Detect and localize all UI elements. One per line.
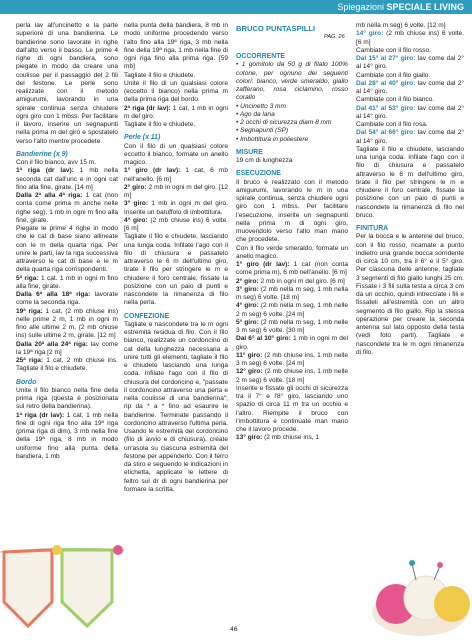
paragraph: Il bruco è realizzato con il metodo amigurumi, lavorando le m in una spirale continua, senza chiudere ogni giro con 1 mbss. Per facilitare l'esecuzione, inserite un segnapunti nella prima m di ogni giro, muovendolo verso l'alto man mano che procedete.: [236, 178, 348, 244]
paragraph: Tagliate il filo e chiudete.: [124, 71, 196, 79]
row-label: 4° giro:: [236, 302, 259, 310]
materials-item: • Imbottitura in poliestere: [236, 135, 309, 143]
paragraph: Per la bocca e le antenne del bruco, con il filo rosso, ricamate a punto indietro una grande bocca sorridente di circa 10 cm, tra il 6° e il 5° giro. Per ciascuna delle antenne, tagliate 3 segmenti di filo giallo lunghi 25 cm. Fissate i 3 fili sulla testa a circa 3 cm da un occhio, quindi intrecciate i fili e fissateli all'estremità con un altro segmento di filo giallo. Rip la stessa operazione per creare la seconda antenna sul lato opposto della testa (vedi foto parti). Tagliate e nascondete tra le m ogni rimanenza di filo.: [356, 233, 464, 356]
paragraph: Con il filo di un qualsiasi colore eccetto il bianco, formate un anello magico.: [124, 142, 228, 166]
row-label: 3° giro:: [124, 200, 149, 208]
instruction: 2° giro: 2 mb in ogni m del giro. [6 m]: [236, 277, 345, 285]
row-label: 14° giro:: [356, 30, 384, 38]
row-label: 3° giro:: [236, 285, 259, 293]
instruction: 5ª riga: 1 cat. 1 mb in ogni m fino alla fine, girate.: [16, 274, 118, 290]
row-label: Dalla 2ª alla 4ª riga:: [16, 192, 83, 199]
row-label: 5ª riga:: [16, 274, 39, 282]
row-label: Dal 28° al 40° giro:: [356, 79, 416, 87]
row-label: Dal 54° al 66° giro:: [356, 129, 416, 137]
instruction: 5° giro: (2 mb nella m seg, 1 mb nelle 3 m seg) 6 volte. [30 m]: [236, 318, 348, 334]
row-label: 25ª riga:: [16, 357, 44, 364]
instruction: Dal 54° al 66° giro: lav come dal 2° al 14° giro.: [356, 129, 464, 145]
caterpillar-photo: [356, 480, 472, 640]
row-label: 2ª riga (dr lav):: [124, 104, 171, 112]
paragraph: Tagliate e nascondete tra le m ogni estremità residua di filo. Con il filo bianco, realizzate un cordoncino di cat della lunghezza necessaria a unire tutti gli elementi, tagliate il filo e chiudete lasciando una lunga coda. Infilate l'ago con il filo di chiusura del cordoncino e, "passate il cordoncino attraverso una perla e nella coulisse di una bandierina"; rip da * a * fino ad esaurire le bandierine. Terminate passando il cordoncino attraverso l'ultima perla. Usando le estremità del cordoncino (filo di avvio e di chiusura), create un'asola su ciascuna estremità del festone per appenderlo. Con il ferro da stiro e seguendo le indicazioni in etichetta, applicate le lettere di feltro sul dr di ogni bandierina per formare la scritta.: [124, 320, 228, 493]
materials-item: • Ago da lana: [236, 110, 275, 118]
materials-item: • 1 gomitolo da 50 g di filato 100% cotone, per ognuno dei seguenti colori: bianco, verde smeraldo, giallo zafferano, rosa ciclamino, rosso corallo: [236, 61, 348, 102]
bead-shape: [113, 545, 123, 555]
paragraph: Unite il filo bianco nella fine della prima riga (questa è posizionata sul retro della bandierina).: [16, 386, 118, 411]
paragraph: Piegate le prime 4 righe in modo che le cat di base siano allineate con le m della quarta riga. Per unire le parti, lav la riga successiva attraverso le cat di base e le m della quarta riga corrispondenti.: [16, 225, 118, 274]
instruction: 1° giro (dr lav): 1 cat, 6 mb nell'anello. [6 m]: [124, 167, 228, 183]
instruction: 25ª riga: 1 cat, 2 mb chiuse ins. Tagliate il filo e chiudete.: [16, 357, 118, 373]
row-label: 1ª riga (dr lav):: [16, 167, 74, 175]
header-section: Spiegazioni: [337, 2, 384, 12]
paragraph: Inserite e fissate gli occhi di sicurezza tra il 7° e l'8° giro, lasciando uno spazio di circa 11 m tra un occhio e l'altro. Riempite il bruco con l'imbottitura e continuate man mano che il lavoro procede.: [236, 384, 348, 433]
section-heading: Perle (x 11): [124, 134, 161, 142]
instruction: Dal 28° al 40° giro: lav come dal 2° al 14° giro.: [356, 79, 464, 95]
instruction: Dal 41° al 53° giro: lav come dal 2° al 14° giro.: [356, 104, 464, 120]
instruction: Dal 6° al 10° giro: 1 mb in ogni m del giro.: [236, 335, 348, 351]
paragraph: Con il filo verde smeraldo, formate un anello magico.: [236, 244, 348, 260]
instruction: 13° giro: (2 mb chiuse ins, 1: [236, 434, 320, 442]
paragraph: 19 cm di lunghezza: [236, 157, 293, 164]
row-label: Dal 41° al 53° giro:: [356, 104, 416, 112]
section-heading: FINITURA: [356, 225, 389, 232]
instruction: 2ª riga (dr lav): 1 cat, 1 mb in ogni m del giro.: [124, 104, 228, 120]
paragraph: Tagliate il filo e chiudete, lasciando una lunga coda. Infilate l'ago con il filo di chiusura e passatelo attraverso le 6 m dell'ultimo giro, tirate il filo per stringere le m e chiudere il foro centrale, fissate la posizione con un paio di punti e nascondete la rimanenza di filo nel bruco.: [356, 145, 464, 219]
instruction: 4° giro: (2 mb chiuse ins) 6 volte. [6 m]: [124, 216, 228, 232]
flag-shape: [4, 550, 112, 626]
page-reference: PAG. 26: [324, 34, 345, 40]
bunting-photo: [0, 544, 124, 640]
body-segment: [434, 586, 470, 622]
row-label: Dalla 6ª alla 18ª riga:: [16, 291, 91, 298]
row-label: Dal 15° al 27° giro:: [356, 55, 416, 62]
row-label: 1° giro (dr lav):: [124, 167, 181, 175]
instruction: 14° giro: (2 mb chiuse ins) 6 volte. [6 m]: [356, 30, 465, 46]
header-brand: SPECIALE LIVING: [386, 2, 464, 12]
section-heading: Bordo: [16, 378, 37, 386]
instruction: 11° giro: (2 mb chiuse ins, 1 mb nelle 3 m seg) 6 volte. [24 m]: [236, 351, 348, 367]
row-label: Dalla 20ª alla 24ª riga:: [16, 340, 88, 348]
instruction: 1° giro (dr lav): 1 cat (non conta come prima m), 6 mb nell'anello. [6 m]: [236, 261, 348, 277]
instruction: 2° giro: 2 mb in ogni m del giro. [12 m]: [124, 183, 228, 199]
row-label: 4° giro:: [124, 216, 148, 224]
instruction: 12° giro: (2 mb chiuse ins, 1 mb nelle 2 m seg) 6 volte. [18 m]: [236, 368, 348, 384]
page-number: 46: [230, 626, 238, 633]
paragraph: Cambiate con il filo giallo.: [356, 71, 431, 79]
row-label: 12° giro:: [236, 368, 263, 376]
materials-item: • Uncinetto 3 mm: [236, 102, 286, 110]
paragraph: Unite il filo di un qualsiasi colore (eccetto il bianco) nella prima m della prima riga del bordo.: [124, 79, 228, 104]
column-1: [16, 22, 118, 461]
materials-item: • 2 occhi di sicurezza diam 8 mm: [236, 119, 332, 126]
section-heading: ESECUZIONE: [236, 170, 281, 178]
section-heading: CONFEZIONE: [124, 312, 170, 320]
row-label: 11° giro:: [236, 351, 263, 359]
section-heading: OCCORRENTE: [236, 53, 286, 60]
section-heading: MISURE: [236, 148, 263, 156]
paragraph: Cambiate con il filo bianco.: [356, 96, 435, 104]
instruction: Dalla 20ª alla 24ª riga: lav come la 19ª riga [2 m]: [16, 340, 118, 356]
column-4: [356, 22, 464, 357]
instruction: 4° giro: (2 mb nella m seg, 1 mb nelle 2 m seg) 6 volte. [24 m]: [236, 302, 348, 318]
row-label: 2° giro:: [236, 277, 259, 285]
paragraph: Tagliate il filo e chiudete.: [124, 121, 196, 128]
row-label: 13° giro:: [236, 434, 263, 442]
bead-shape: [52, 545, 62, 555]
paragraph: nella punta della bandiera, 8 mb in modo uniforme procedendo verso l'alto fino alla 19ª riga, 3 mb nella fine della 19ª riga, 1 mb nella fine di ogni riga fino alla prima riga. [59 mb]: [124, 22, 228, 71]
section-heading: Bandierine (x 9): [16, 150, 68, 158]
running-header: [337, 1, 464, 13]
instruction: 1ª riga (dr lav): 1 mb nella seconda cat dall'unc e in ogni cat fino alla fine, girate. [14 m]: [16, 167, 118, 191]
paragraph: mb nella m seg) 6 volte. [12 m]: [356, 22, 446, 29]
instruction: 3° giro: 1 mb in ogni m del giro. Inserite un batuffolo di imbottitura.: [124, 200, 228, 216]
row-label: Dal 6° al 10° giro:: [236, 335, 291, 343]
instruction: 3° giro: (2 mb nella m seg, 1 mb nella m seg) 6 volte. [18 m]: [236, 285, 348, 301]
paragraph: Con il filo bianco, avv 15 m.: [16, 159, 97, 166]
paragraph: Cambiate con il filo rosa.: [356, 121, 428, 128]
paragraph: Cambiate con il filo rosso.: [356, 46, 431, 54]
instruction: 19ª riga: 1 cat, (2 mb chiuse ins) nelle prime 2 m, 1 mb in ogni m fino alle ultime 2 m, (2 mb chiuse ins) sulle ultime 2 m, girate. [12 m]: [16, 307, 118, 340]
instruction: Dal 15° al 27° giro: lav come dal 2° al 14° giro.: [356, 55, 464, 71]
pin-head: [409, 560, 415, 566]
instruction: Dalla 6ª alla 18ª riga: lavorate come la seconda riga.: [16, 291, 118, 307]
paragraph: Tagliate il filo e chiudete, lasciando una lunga coda. Infilate l'ago con il filo di chiusura e passatelo attraverso le 6 m dell'ultimo giro, tirate il filo per stringere le m e chiudere il foro centrale, fissate la posizione con un paio di punti e nascondete la rimanenza di filo nella perla.: [124, 233, 228, 307]
row-label: 1ª riga (dr lav):: [16, 411, 65, 419]
column-3: [236, 48, 348, 443]
pin-head: [437, 562, 443, 568]
column-2: [124, 22, 228, 494]
instruction: 1ª riga (dr lav): 1 cat, 1 mb nella fine di ogni riga fino alla 19ª riga (prima riga di dim), 3 mb nella fine della 19ª riga, 8 mb in modo uniforme fino alla punta della bandiera, 1 mb: [16, 411, 118, 460]
materials-item: • Segnapunti (SP): [236, 127, 289, 135]
instruction: Dalla 2ª alla 4ª riga: 1 cat (non conta come prima m anche nelle righe seg), 1 mb in ogni m fino alla fine, girate.: [16, 192, 118, 224]
row-label: 2° giro:: [124, 183, 147, 191]
row-label: 1° giro (dr lav):: [236, 261, 290, 268]
row-label: 5° giro:: [236, 318, 259, 326]
row-label: 19ª riga:: [16, 307, 43, 315]
pattern-title: BRUCO PUNTASPILLI: [236, 24, 316, 33]
paragraph: perla lav all'uncinetto e la parte superiore di una bandierina. Le bandierine sono lavorate in righe dall'alto verso il basso. Le prime 4 righe di ogni bandiera, sono piegate in modo da creare una coulisse per il passaggio del 2 fili del festone. Le perle sono realizzate con il metodo amigurumi, lavorando in una spirale continua senza chiudere ogni giro con 1 mbss. Per facilitare il lavoro, inserire un segnapunti nella prima m del giro e spostatelo verso l'alto mentre procedete.: [16, 22, 118, 145]
